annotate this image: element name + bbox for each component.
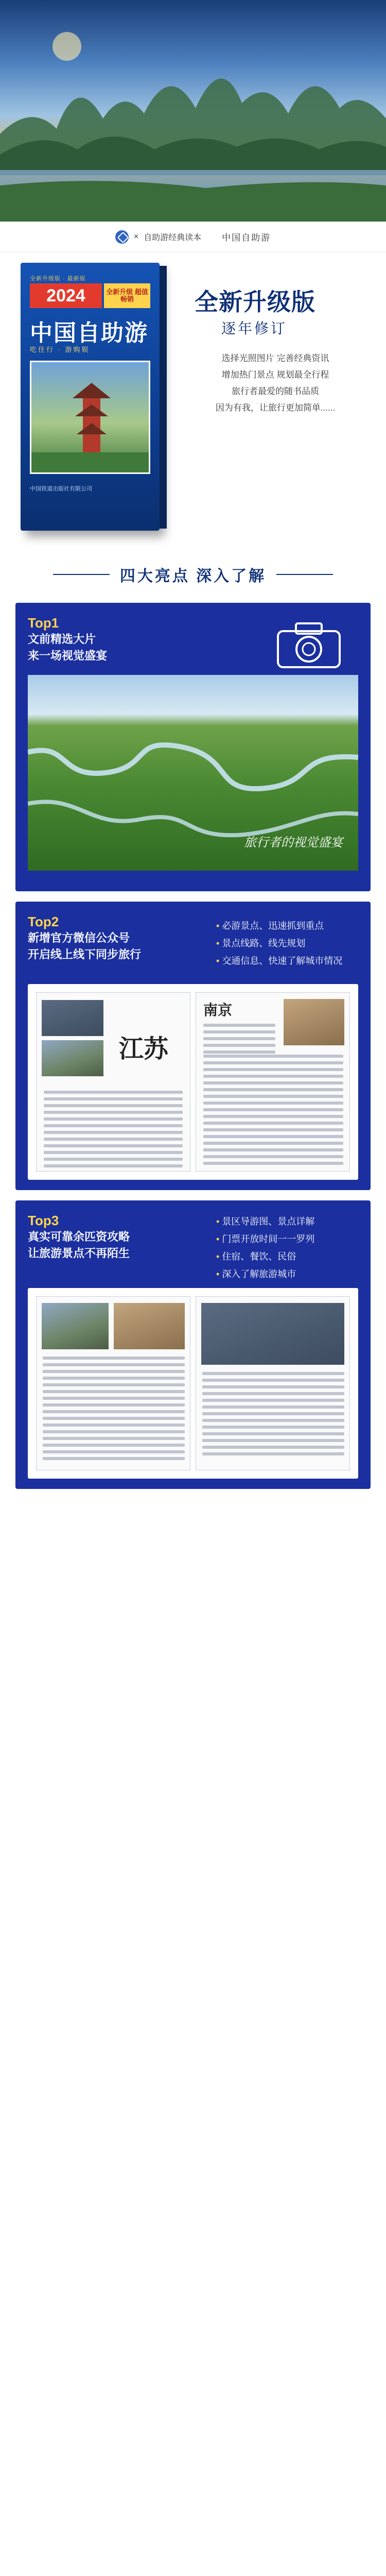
top3-num: Top3 bbox=[28, 1213, 59, 1228]
book-section bbox=[0, 252, 386, 556]
karst-mountains-illustration bbox=[0, 0, 386, 222]
divider bbox=[53, 574, 110, 575]
highlights-header bbox=[0, 556, 386, 592]
top3-line: 让旅游景点不再陌生 bbox=[28, 1247, 130, 1260]
cover-photo bbox=[30, 361, 150, 474]
book-page-left bbox=[36, 992, 190, 1172]
bullet-item: • 门票开放时间一一罗列 bbox=[216, 1230, 314, 1248]
page-textlines bbox=[203, 1024, 275, 1057]
book-page-right bbox=[196, 1296, 350, 1470]
pagoda-illustration bbox=[31, 362, 150, 474]
top3-bullets bbox=[216, 1213, 314, 1283]
cover-subtitle: 吃住行 · 游购娱 bbox=[30, 346, 90, 353]
series-name: 自助游经典读本 bbox=[144, 233, 202, 242]
top2-spread bbox=[28, 984, 358, 1180]
upgrade-line: 选择光照图片 完善经典资讯 bbox=[221, 353, 329, 363]
page-photo bbox=[42, 1303, 109, 1349]
top3-spread bbox=[28, 1288, 358, 1479]
page-photo bbox=[284, 999, 344, 1045]
brand-strip bbox=[0, 222, 386, 252]
cover-title: 中国自助游 bbox=[30, 320, 148, 346]
upgrade-lines bbox=[190, 350, 360, 416]
top3-block bbox=[15, 1200, 371, 1489]
page-photo bbox=[42, 1000, 103, 1036]
bullet-item: • 交通信息、快速了解城市情况 bbox=[216, 952, 342, 970]
page-textlines bbox=[203, 1055, 343, 1168]
book-spine bbox=[160, 266, 167, 529]
top1-heading bbox=[28, 615, 107, 664]
book-page-right bbox=[196, 992, 350, 1172]
upgrade-subtitle: 逐年修订 bbox=[221, 320, 288, 336]
page-textlines bbox=[202, 1372, 344, 1459]
grassland-photo bbox=[28, 675, 358, 871]
page-heading: 江苏 bbox=[119, 1036, 169, 1063]
page-heading: 南京 bbox=[203, 1002, 233, 1018]
cover-series: 全新升级版 · 最新版 bbox=[30, 276, 86, 282]
top2-bullets bbox=[216, 917, 342, 970]
upgrade-line: 因为有我，让旅行更加简单...... bbox=[215, 403, 336, 413]
top2-line: 新增官方微信公众号 bbox=[28, 931, 130, 944]
bullet-item: • 必游景点、迅速抓到重点 bbox=[216, 917, 342, 935]
cover-year: 2024 bbox=[30, 283, 102, 308]
highlights-title: 四大亮点 深入了解 bbox=[119, 568, 267, 585]
cover-badge: 全新升级 超值畅销 bbox=[104, 283, 150, 308]
upgrade-line: 增加热门景点 规划最全行程 bbox=[221, 370, 329, 380]
brand-x: × bbox=[133, 232, 139, 241]
top2-block bbox=[15, 902, 371, 1190]
publisher-logo-icon bbox=[115, 230, 129, 244]
grassland-caption: 旅行者的视觉盛宴 bbox=[244, 835, 343, 850]
brand-slogan: 中国自助游 bbox=[222, 233, 271, 243]
bullet-item: • 景点线路、线先规划 bbox=[216, 935, 342, 952]
hero-landscape-image bbox=[0, 0, 386, 222]
top1-line: 来一场视觉盛宴 bbox=[28, 649, 108, 662]
page-photo bbox=[42, 1040, 103, 1076]
top2-line: 开启线上线下同步旅行 bbox=[28, 948, 142, 961]
bullet-item: • 景区导游图、景点详解 bbox=[216, 1213, 314, 1230]
upgrade-line: 旅行者最爱的随书品质 bbox=[232, 386, 319, 396]
top2-num: Top2 bbox=[28, 914, 59, 929]
page-textlines bbox=[44, 1091, 183, 1172]
cover-publisher: 中国铁道出版社有限公司 bbox=[30, 486, 92, 492]
divider bbox=[276, 574, 333, 575]
bullet-item: • 深入了解旅游城市 bbox=[216, 1265, 314, 1283]
page-photo bbox=[201, 1303, 344, 1365]
camera-icon bbox=[273, 618, 345, 670]
top1-block bbox=[15, 603, 371, 891]
top1-num: Top1 bbox=[28, 615, 59, 631]
book-page-left bbox=[36, 1296, 190, 1470]
bullet-item: • 住宿、餐饮、民俗 bbox=[216, 1248, 314, 1265]
top3-line: 真实可靠余匹资攻略 bbox=[28, 1230, 130, 1243]
page-photo bbox=[114, 1303, 185, 1349]
brand-left bbox=[115, 230, 201, 244]
top3-heading bbox=[28, 1213, 130, 1262]
upgrade-title: 全新升级版 bbox=[195, 289, 315, 315]
top2-heading bbox=[28, 914, 141, 963]
top1-line: 文前精选大片 bbox=[28, 633, 96, 646]
page-textlines bbox=[43, 1357, 185, 1464]
book-cover bbox=[21, 263, 160, 531]
